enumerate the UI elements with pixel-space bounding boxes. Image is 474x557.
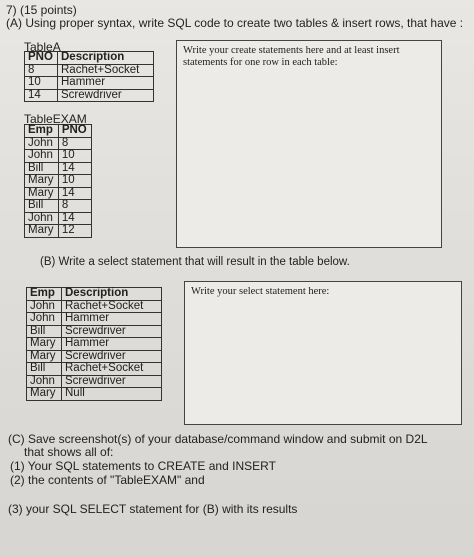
- table-cell: 10: [25, 77, 58, 90]
- table-cell: Hammer: [58, 77, 154, 90]
- table-cell: John: [25, 212, 59, 225]
- question-part-c-item2: (2) the contents of "TableEXAM" and: [10, 473, 205, 487]
- question-part-c-item1: (1) Your SQL statements to CREATE and INSERT: [10, 459, 276, 473]
- column-header: Emp: [27, 288, 62, 301]
- table-cell: 14: [58, 212, 91, 225]
- table-row: [27, 375, 162, 388]
- table-row: [27, 363, 162, 376]
- create-answer-box[interactable]: [176, 40, 442, 248]
- question-part-b: (B) Write a select statement that will result in the table below.: [40, 256, 350, 268]
- table-cell: Mary: [27, 350, 62, 363]
- table-cell: 10: [58, 175, 91, 188]
- table-cell: Mary: [25, 187, 59, 200]
- table-header-row: [27, 288, 162, 301]
- table-cell: 14: [25, 89, 58, 102]
- table-cell: 8: [58, 200, 91, 213]
- table-cell: Rachet+Socket: [58, 64, 154, 77]
- table-cell: Screwdriver: [62, 375, 162, 388]
- result-table-grid: [26, 287, 162, 401]
- table-cell: John: [25, 150, 59, 163]
- question-part-c-line2: that shows all of:: [24, 445, 114, 459]
- table-header-row: [25, 52, 154, 65]
- table-cell: Bill: [27, 325, 62, 338]
- question-number: 7) (15 points): [6, 3, 77, 17]
- table-cell: 12: [58, 225, 91, 238]
- table-cell: 8: [58, 137, 91, 150]
- table-header-row: [25, 125, 92, 138]
- select-box-prompt: Write your select statement here:: [191, 286, 330, 297]
- table-cell: Rachet+Socket: [62, 300, 162, 313]
- table-cell: 14: [58, 187, 91, 200]
- column-header: Description: [62, 288, 162, 301]
- table-row: [25, 212, 92, 225]
- table-cell: John: [27, 375, 62, 388]
- table-cell: Mary: [25, 225, 59, 238]
- table-cell: Bill: [25, 200, 59, 213]
- table-cell: Mary: [25, 175, 59, 188]
- question-part-a: (A) Using proper syntax, write SQL code to create two tables & insert rows, that have :: [6, 16, 464, 30]
- table-cell: Null: [62, 388, 162, 401]
- table-row: [27, 338, 162, 351]
- column-header: PNO: [25, 52, 58, 65]
- question-part-c-line1: (C) Save screenshot(s) of your database/command window and submit on D2L: [8, 432, 428, 446]
- table-cell: Hammer: [62, 313, 162, 326]
- table-row: [25, 200, 92, 213]
- tableEXAM-title: TableEXAM: [24, 112, 87, 126]
- table-cell: John: [25, 137, 59, 150]
- table-row: [27, 300, 162, 313]
- create-box-prompt: Write your create statements here and at least insert statements for one row in each table:: [183, 45, 400, 68]
- table-cell: Screwdriver: [62, 325, 162, 338]
- table-row: [27, 313, 162, 326]
- table-row: [27, 388, 162, 401]
- column-header: Emp: [25, 125, 59, 138]
- table-row: [25, 137, 92, 150]
- table-row: [27, 325, 162, 338]
- table-cell: Mary: [27, 388, 62, 401]
- select-answer-box[interactable]: [184, 281, 462, 425]
- tableA-title: TableA: [24, 40, 61, 54]
- table-cell: 14: [58, 162, 91, 175]
- table-cell: Bill: [25, 162, 59, 175]
- table-cell: 10: [58, 150, 91, 163]
- table-row: [25, 150, 92, 163]
- table-row: [25, 225, 92, 238]
- tableA-grid: [24, 51, 154, 102]
- table-cell: Hammer: [62, 338, 162, 351]
- table-row: [25, 175, 92, 188]
- table-cell: Bill: [27, 363, 62, 376]
- table-cell: 8: [25, 64, 58, 77]
- table-cell: Screwdriver: [62, 350, 162, 363]
- column-header: PNO: [58, 125, 91, 138]
- table-row: [25, 77, 154, 90]
- table-cell: Rachet+Socket: [62, 363, 162, 376]
- table-cell: John: [27, 313, 62, 326]
- table-cell: Mary: [27, 338, 62, 351]
- tableEXAM-grid: [24, 124, 92, 238]
- column-header: Description: [58, 52, 154, 65]
- table-row: [25, 187, 92, 200]
- table-cell: Screwdriver: [58, 89, 154, 102]
- table-row: [25, 89, 154, 102]
- table-cell: John: [27, 300, 62, 313]
- table-row: [25, 162, 92, 175]
- question-part-c-item3: (3) your SQL SELECT statement for (B) with its results: [8, 502, 298, 516]
- table-row: [25, 64, 154, 77]
- table-row: [27, 350, 162, 363]
